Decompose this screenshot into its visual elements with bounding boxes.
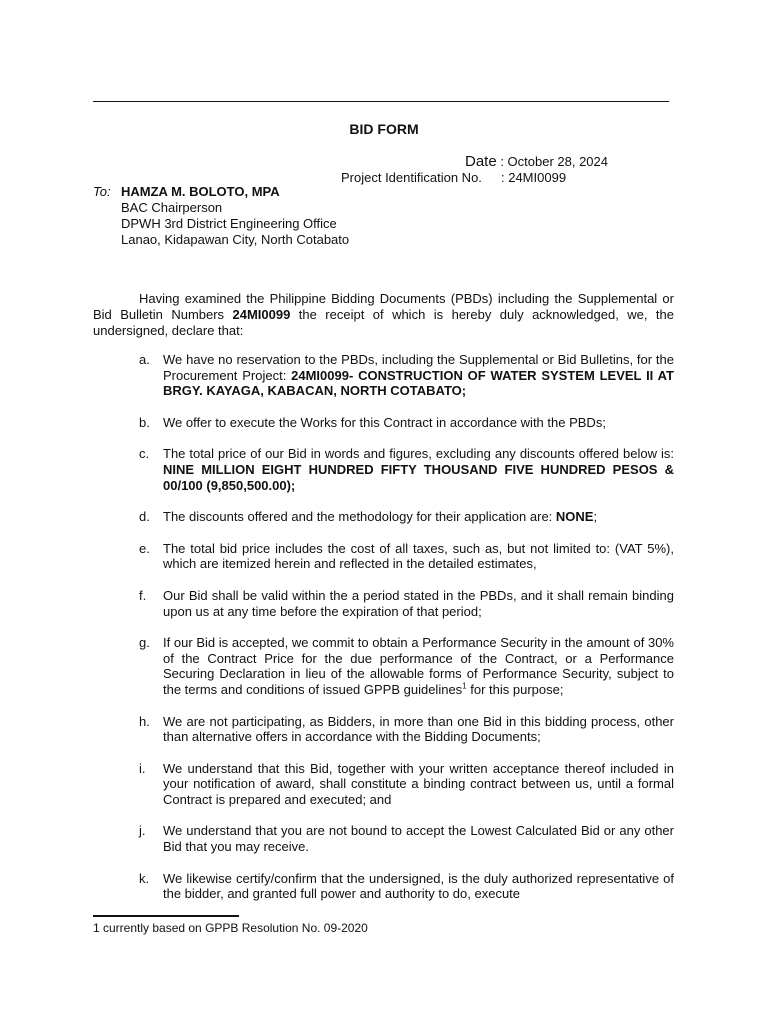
- item-text: We understand that you are not bound to accept the Lowest Calculated Bid or any other Bid that you may receive.: [163, 823, 674, 855]
- item-tail: ;: [593, 509, 598, 525]
- item-letter: g.: [139, 635, 150, 651]
- item-letter: b.: [139, 414, 150, 430]
- item-letter: h.: [139, 713, 150, 729]
- date-line: [465, 153, 608, 170]
- list-item: [93, 714, 674, 745]
- item-text-a: We have no reservation to the PBDs, including the Supplemental or Bid Bulletins, for the Procurement Project:: [163, 352, 674, 383]
- recipient-address: Lanao, Kidapawan City, North Cotabato: [121, 232, 350, 247]
- recipient-title: BAC Chairperson: [121, 200, 223, 215]
- project-id-value: : 24MI0099: [501, 170, 567, 185]
- to-label: To:: [93, 184, 111, 199]
- recipient-block: [93, 184, 349, 248]
- item-letter: i.: [139, 760, 146, 776]
- list-item: [93, 588, 674, 619]
- list-item: [93, 871, 674, 902]
- document-title: BID FORM: [349, 121, 419, 137]
- bulletin-number: 24MI0099: [232, 307, 291, 322]
- bid-amount: NINE MILLION EIGHT HUNDRED FIFTY THOUSAND FIVE HUNDRED PESOS & 00/100 (9,850,500.00);: [163, 461, 674, 493]
- item-text: We likewise certify/confirm that the undersigned, is the duly authorized representative of the bidder, and granted full power and authority to do, execute: [163, 870, 674, 902]
- list-item: [93, 541, 674, 572]
- item-text: The total bid price includes the cost of all taxes, such as, but not limited to: (VAT 5%), which are itemized herein and reflected in the detailed estimates,: [163, 540, 674, 572]
- list-item: [93, 823, 674, 854]
- project-name: 24MI0099- CONSTRUCTION OF WATER SYSTEM LEVEL II AT BRGY. KAYAGA, KABACAN, NORTH COTABATO;: [163, 367, 674, 399]
- footnote-rule: [93, 915, 239, 917]
- item-letter: f.: [139, 587, 147, 603]
- list-item: [93, 509, 674, 525]
- project-id-line: [341, 170, 566, 185]
- item-letter: a.: [139, 352, 150, 367]
- item-letter: e.: [139, 540, 150, 556]
- intro-text-end: the receipt of which is hereby duly acknowledged, we, the undersigned, declare that:: [93, 307, 674, 338]
- item-text: [163, 509, 674, 525]
- list-item: [93, 415, 674, 431]
- item-letter: c.: [139, 446, 150, 462]
- date-value: : October 28, 2024: [500, 154, 608, 169]
- footnote: 1 currently based on GPPB Resolution No. 09-2020: [93, 921, 368, 935]
- discount-value: NONE: [555, 509, 594, 525]
- recipient-office: DPWH 3rd District Engineering Office: [121, 216, 337, 231]
- project-id-label: Project Identification No.: [341, 170, 482, 185]
- item-text: We understand that this Bid, together with your written acceptance thereof included in your notification of award, shall constitute a binding contract between us, until a formal Contract is prepared and executed; and: [163, 760, 674, 807]
- item-tail: for this purpose;: [466, 681, 564, 697]
- item-text-c: The total price of our Bid in words and figures, excluding any discounts offered below is:: [163, 446, 674, 462]
- item-text-d: The discounts offered and the methodology for their application are:: [163, 509, 556, 525]
- item-text-g: If our Bid is accepted, we commit to obtain a Performance Security in the amount of 30% of the Contract Price for the due performance of the Contract, or a Performance Securing Declaration in lieu of the allowable forms of Performance Security, subject to the terms and conditions of issued GPPB guidelines: [163, 635, 674, 697]
- header-rule: [93, 101, 669, 102]
- item-text: We are not participating, as Bidders, in more than one Bid in this bidding process, other than alternative offers in accordance with the Bidding Documents;: [163, 713, 674, 745]
- item-letter: d.: [139, 509, 150, 525]
- recipient-name: HAMZA M. BOLOTO, MPA: [121, 184, 280, 199]
- item-text: [163, 635, 674, 697]
- declaration-list: [93, 352, 674, 918]
- intro-paragraph: [93, 291, 674, 339]
- footnote-marker: 1: [462, 681, 467, 691]
- item-letter: k.: [139, 870, 150, 886]
- item-text: [163, 446, 674, 493]
- item-text: We offer to execute the Works for this Contract in accordance with the PBDs;: [163, 414, 606, 430]
- item-letter: j.: [139, 823, 146, 839]
- item-text: [163, 352, 674, 399]
- list-item: [93, 352, 674, 399]
- list-item: [93, 761, 674, 808]
- date-label: Date: [465, 153, 497, 170]
- list-item: [93, 446, 674, 493]
- intro-text: Having examined the Philippine Bidding Documents (PBDs) including the Supplemental or Bid Bulletin Numbers: [93, 291, 674, 322]
- list-item: [93, 635, 674, 697]
- item-text: Our Bid shall be valid within the a period stated in the PBDs, and it shall remain binding upon us at any time before the expiration of that period;: [163, 587, 674, 619]
